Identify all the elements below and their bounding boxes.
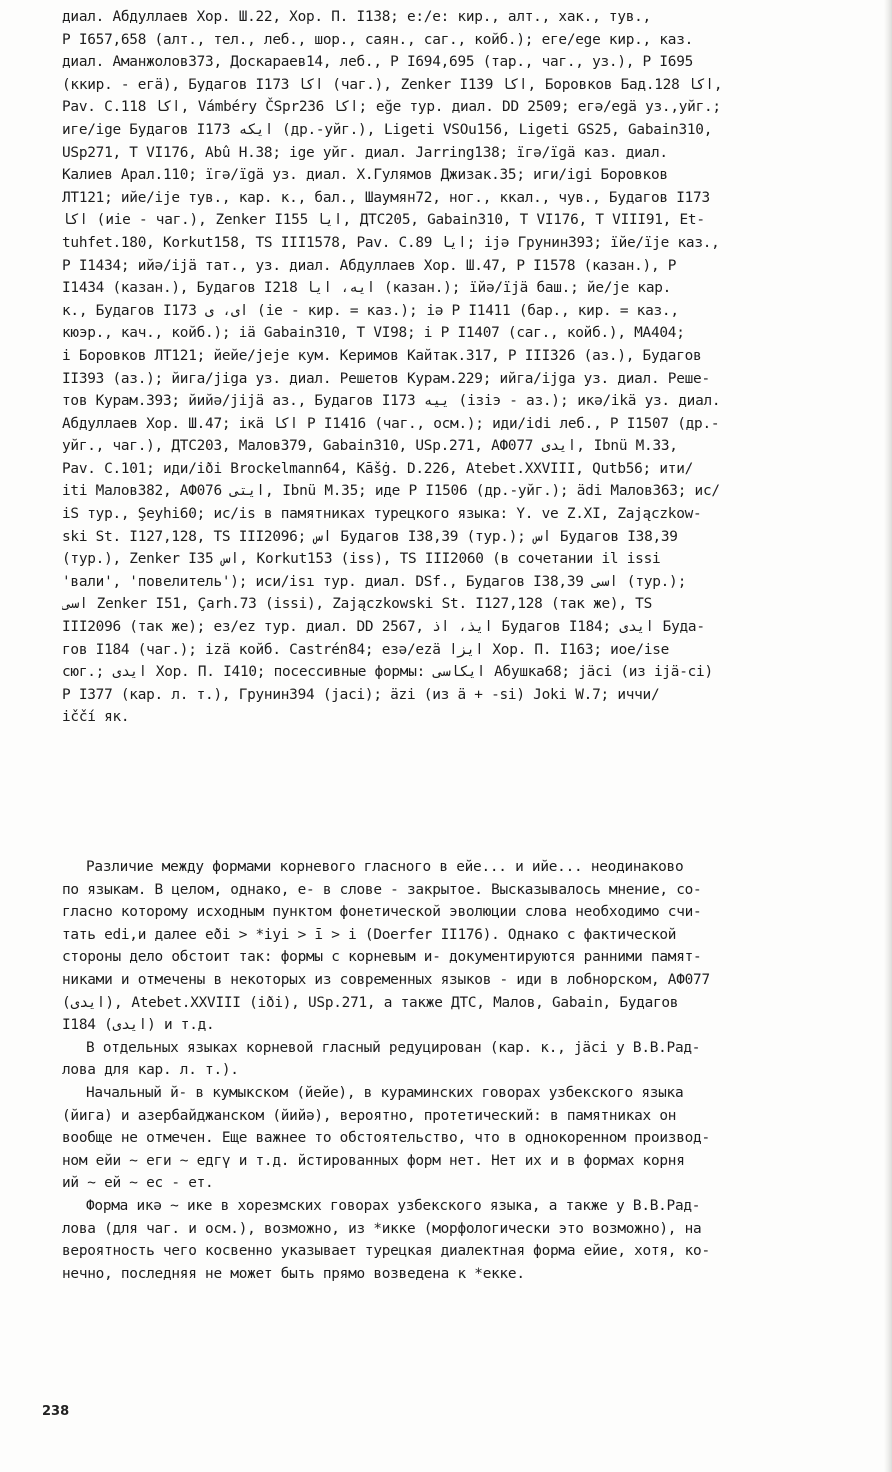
- entry-line: гов I184 (чаг.); izä койб. Castrén84; езә/ezä ايزا Хор. П. I163; иое/ise: [62, 641, 670, 658]
- paragraph-line: Форма икә ~ ике в хорезмских говорах узбекского языка, а также у В.В.Рад-: [86, 1197, 701, 1214]
- entry-line: иге/ige Будагов I173 ايكه (др.-уйг.), Ligeti VSOu156, Ligeti GS25, Gabain310,: [62, 121, 713, 138]
- paragraph-line: никами и отмечены в некоторых из современных языков - иди в лобнорском, АФ077: [62, 971, 710, 988]
- entry-line: 'вали', 'повелитель'); иси/isı тур. диал. DSf., Будагов I38,39 اسى (тур.);: [62, 573, 687, 590]
- entry-line: Pav. C.101; иди/iði Brockelmann64, Kāšġ. D.226, Atebet.XXVIII, Qutb56; ити/: [62, 460, 694, 477]
- paragraph-line: вероятность чего косвенно указывает турецкая диалектная форма ейие, хотя, ко-: [62, 1243, 710, 1260]
- entry-line: Pav. C.118 اكا, Vámbéry ČSpr236 اكا; eğe тур. диал. DD 2509; егә/egä уз.,уйг.;: [62, 99, 721, 116]
- paragraph-line: Начальный й- в кумыкском (йейе), в кураминских говорах узбекского языка: [86, 1084, 684, 1101]
- paragraph: [62, 856, 862, 1037]
- entry-line: ЛТ121; ийе/ije тув., кар. к., бал., Шаумян72, ног., ккал., чув., Будагов I173: [62, 189, 710, 206]
- entry-line: iS тур., Şeyhi60; ис/is в памятниках турецкого языка: Y. ve Z.XI, Zajączkow-: [62, 506, 702, 523]
- entry-line: (ккир. - егä), Будагов I173 اكا (чаг.), Zenker I139 اكا, Боровков Бад.128 اكا,: [62, 76, 723, 93]
- paragraph-line: лова для кар. л. т.).: [62, 1062, 239, 1079]
- entry-line: II393 (аз.); йига/jiga уз. диал. Решетов Курам.229; ийга/ijga уз. диал. Реше-: [62, 370, 710, 387]
- entry-line: і Боровков ЛТ121; йейе/jeje кум. Керимов Кайтак.317, Р III326 (аз.), Будагов: [62, 347, 702, 364]
- entry-line: Р I1434; ийә/ijä тат., уз. диал. Абдуллаев Хор. Ш.47, Р I1578 (казан.), Р: [62, 257, 677, 274]
- entry-line: уйг., чаг.), ДТС203, Малов379, Gabain310, USp.271, АФ077 ايدى, Ibnü M.33,: [62, 438, 678, 455]
- entry-line: ski St. I127,128, TS III2096; اس Будагов I38,39 (тур.); اس Будагов I38,39: [62, 528, 678, 545]
- entry-line: iččí як.: [62, 709, 130, 726]
- entry-line: iti Малов382, АФ076 ايتى, Ibnü M.35; иде Р I1506 (др.-уйг.); ädi Малов363; ис/: [62, 483, 720, 500]
- paragraph-line: нечно, последняя не может быть прямо возведена к *екке.: [62, 1265, 525, 1282]
- entry-line: Абдуллаев Хор. Ш.47; ікä اكا Р I1416 (чаг., осм.); иди/idi леб., Р I1507 (др.-: [62, 415, 720, 432]
- entry-line: اسى Zenker I51, Çarh.73 (issi), Zajączkowski St. I127,128 (так же), TS: [62, 596, 652, 613]
- entry-line: к., Будагов I173 اى، ى (іе - кир. = каз.); іә Р I1411 (бар., кир. = каз.,: [62, 302, 679, 319]
- paragraph: [62, 1082, 862, 1195]
- entry-line: сюг.; ايدى Хор. П. I410; посессивные формы: ايكاسى Абушка68; jäci (из ijä-ci): [62, 664, 713, 681]
- entry-block: [62, 6, 862, 729]
- paragraph-line: (ايدى), Atebet.XXVIII (iði), USp.271, а также ДТС, Малов, Gabain, Будагов: [62, 994, 679, 1011]
- entry-line: диал. Абдуллаев Хор. Ш.22, Хор. П. I138; e:/e: кир., алт., хак., тув.,: [62, 9, 651, 25]
- entry-line: اكا (иіе - чаг.), Zenker I155 ايا, ДТС205, Gabain310, T VI176, T VIII91, Et-: [62, 212, 705, 229]
- entry-line: Р I657,658 (алт., тел., леб., шор., саян., саг., койб.); еге/ege кир., каз.: [62, 31, 694, 48]
- paragraph: [62, 1195, 862, 1285]
- paragraph-line: В отдельных языках корневой гласный редуцирован (кар. к., jäci у В.В.Рад-: [86, 1039, 701, 1056]
- paragraph-line: тать edi,и далее eði > *iyi > ī > i (Doerfer II176). Однако с фактической: [62, 926, 677, 943]
- entry-line: tuhfet.180, Korkut158, TS III1578, Pav. C.89 ايا; ijә Грунин393; їйе/ïje каз.,: [62, 234, 720, 251]
- page-edge-shadow: [884, 0, 892, 1472]
- discussion-block: [62, 856, 862, 1285]
- entry-line: кюэр., кач., койб.); іä Gabain310, T VI98; і Р I1407 (саг., койб.), МА404;: [62, 325, 685, 342]
- paragraph-line: гласно которому исходным пунктом фонетической эволюции слова необходимо счи-: [62, 904, 702, 921]
- entry-line: USp271, T VI176, Abû H.38; ige уйг. диал. Jarring138; їгә/ïgä каз. диал.: [62, 144, 668, 161]
- entry-line: тов Курам.393; йийә/jijä аз., Будагов I173 ييه (ізіэ - аз.); икә/ikä уз. диал.: [62, 393, 721, 410]
- paragraph-line: Различие между формами корневого гласного в ейе... и ийе... неодинаково: [86, 859, 684, 875]
- paragraph-line: вообще не отмечен. Еще важнее то обстоятельство, что в однокоренном производ-: [62, 1130, 710, 1147]
- entry-line: (тур.), Zenker I35 اس, Korkut153 (iss), TS III2060 (в сочетании il issi: [62, 551, 661, 568]
- paragraph: [62, 1037, 862, 1082]
- paragraph-line: стороны дело обстоит так: формы с корневым и- документируются ранними памят-: [62, 949, 702, 966]
- entry-line: III2096 (так же); ез/ez тур. диал. DD 2567, ايذ، اذ Будагов I184; ايدى Буда-: [62, 619, 705, 636]
- entry-line: Калиев Арал.110; їгә/ïgä уз. диал. Х.Гулямов Джизак.35; иги/igi Боровков: [62, 167, 668, 184]
- paragraph-line: ий ~ ей ~ ес - ет.: [62, 1175, 214, 1192]
- entry-line: диал. Аманжолов373, Доскараев14, леб., Р I694,695 (тар., чаг., уз.), Р I695: [62, 54, 694, 71]
- paragraph-line: (йига) и азербайджанском (йийә), вероятно, протетический: в памятниках он: [62, 1107, 677, 1124]
- paragraph-line: по языкам. В целом, однако, е- в слове - закрытое. Высказывалось мнение, со-: [62, 881, 702, 898]
- entry-line: Р I377 (кар. л. т.), Грунин394 (jaci); äzi (из ä + -si) Joki W.7; иччи/: [62, 686, 660, 703]
- page-number: 238: [42, 1404, 70, 1419]
- paragraph-line: I184 (ايدى) и т.д.: [62, 1017, 215, 1034]
- paragraph-line: ном ейи ~ еги ~ едгү и т.д. йстированных форм нет. Нет их и в формах корня: [62, 1152, 685, 1169]
- paragraph-line: лова (для чаг. и осм.), возможно, из *икке (морфологически это возможно), на: [62, 1220, 702, 1237]
- entry-line: I1434 (казан.), Будагов I218 ايه، ايا (казан.); їйә/ïjä баш.; йе/je кар.: [62, 280, 672, 297]
